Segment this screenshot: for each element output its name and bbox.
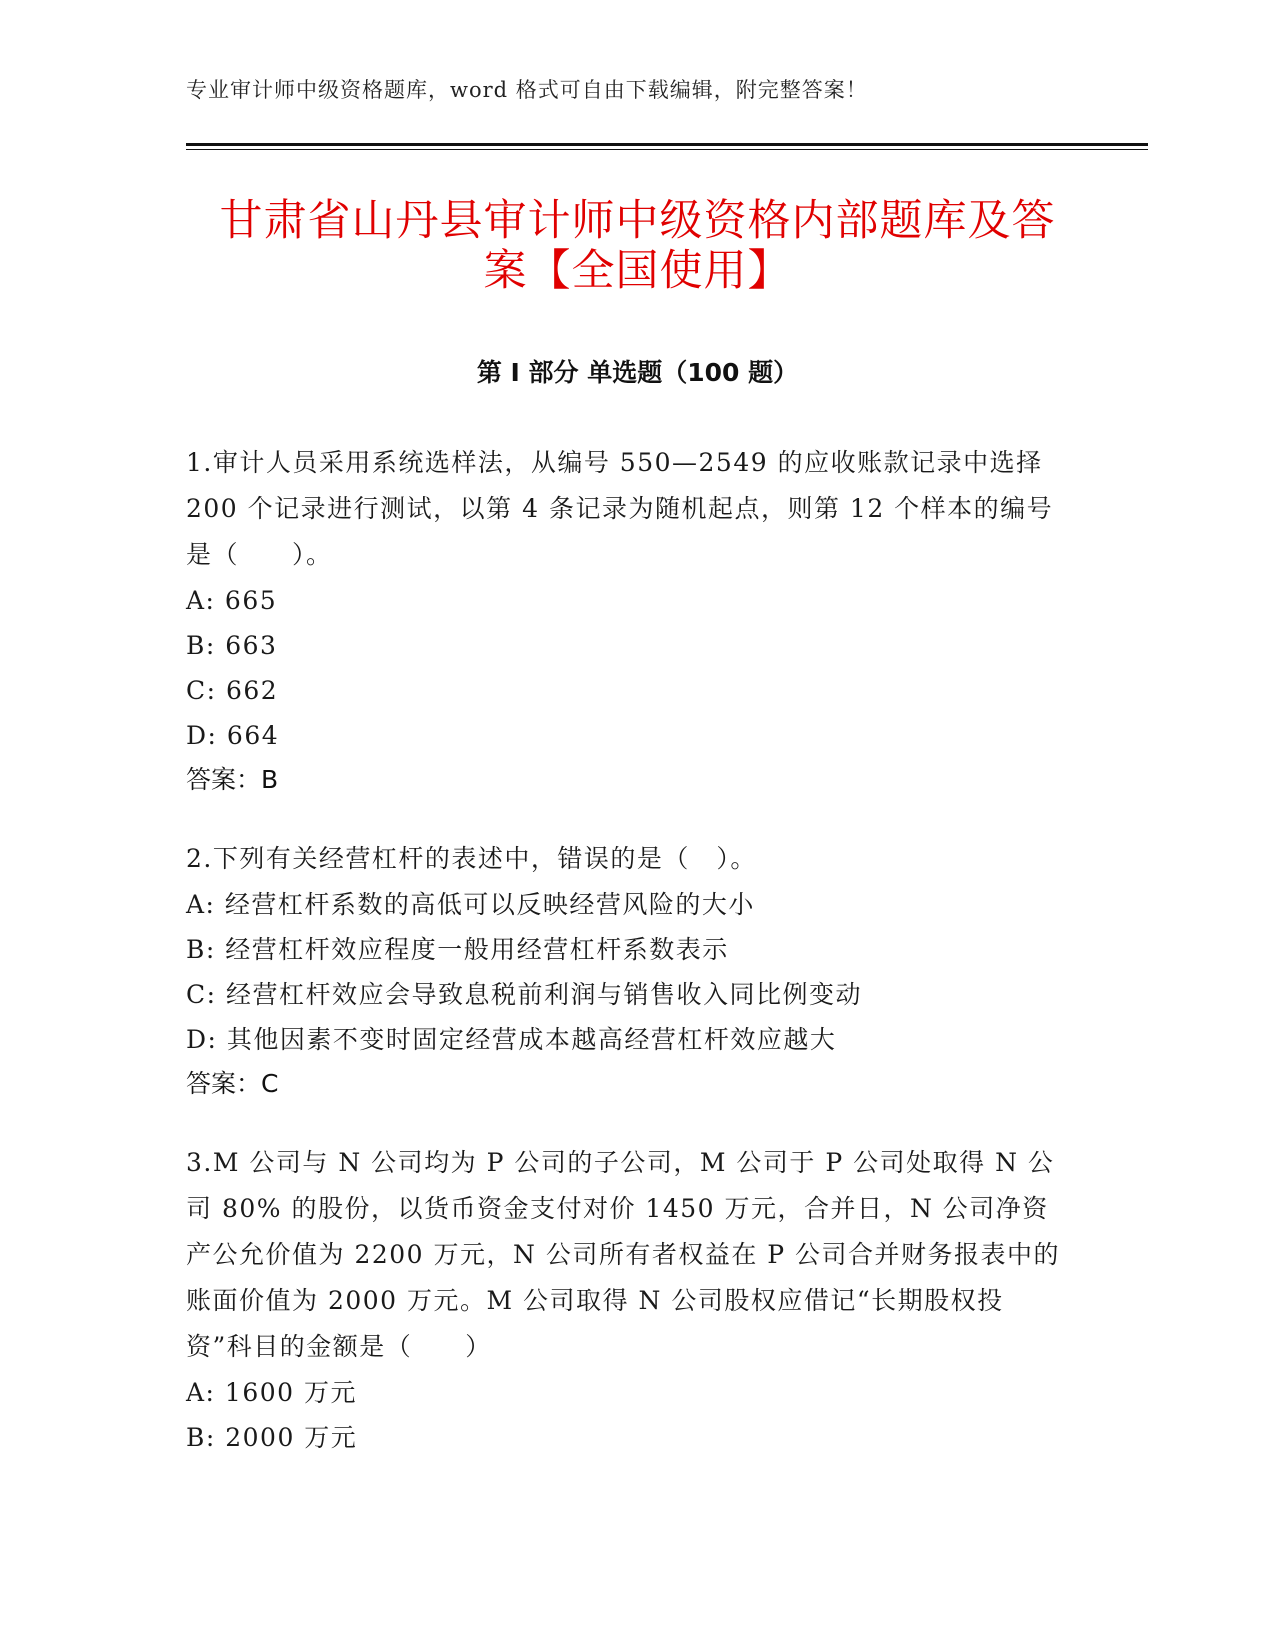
document-title-line-2: 案【全国使用】: [483, 246, 792, 296]
question-stem: 1.审计人员采用系统选样法，从编号 550—2549 的应收账款记录中选择 200 个记录进行测试，以第 4 条记录为随机起点，则第 12 个样本的编号是（ ）。: [186, 448, 1054, 569]
question-1: [186, 440, 1068, 802]
question-stem: 2.下列有关经营杠杆的表述中，错误的是（ ）。: [186, 844, 757, 873]
option-a: A: 1600 万元: [186, 1378, 357, 1407]
answer-label: 答案：B: [186, 765, 279, 794]
option-b: B: 663: [186, 631, 278, 660]
header-note: 专业审计师中级资格题库，word 格式可自由下载编辑，附完整答案！: [186, 78, 868, 102]
question-stem: 3.M 公司与 N 公司均为 P 公司的子公司，M 公司于 P 公司处取得 N 公司 80% 的股份，以货币资金支付对价 1450 万元，合并日，N 公司净资产公允价值为 2200 万元，N 公司所有者权益在 P 公司合并财务报表中的账面价值为 2000 万元。M 公司取得 N 公司股权应借记“长期股权投资”科目的金额是（ ）: [186, 1148, 1061, 1361]
option-d: D: 664: [186, 721, 280, 750]
question-3: [186, 1140, 1068, 1460]
question-2: [186, 836, 1068, 1106]
option-b: B: 经营杠杆效应程度一般用经营杠杆系数表示: [186, 935, 729, 964]
option-d: D: 其他因素不变时固定经营成本越高经营杠杆效应越大: [186, 1025, 837, 1054]
document-title-line-1: 甘肃省山丹县审计师中级资格内部题库及答: [219, 196, 1056, 246]
option-a: A: 665: [186, 586, 278, 615]
answer-label: 答案：C: [186, 1069, 279, 1098]
option-a: A: 经营杠杆系数的高低可以反映经营风险的大小: [186, 890, 755, 919]
option-c: C: 经营杠杆效应会导致息税前利润与销售收入同比例变动: [186, 980, 863, 1009]
header-rule-thin: [186, 149, 1148, 150]
question-list: [186, 440, 1068, 1494]
option-c: C: 662: [186, 676, 279, 705]
document-title: [186, 196, 1089, 296]
option-b: B: 2000 万元: [186, 1423, 358, 1452]
header-rule-thick: [186, 143, 1148, 146]
section-heading: 第 I 部分 单选题（100 题）: [476, 358, 799, 387]
